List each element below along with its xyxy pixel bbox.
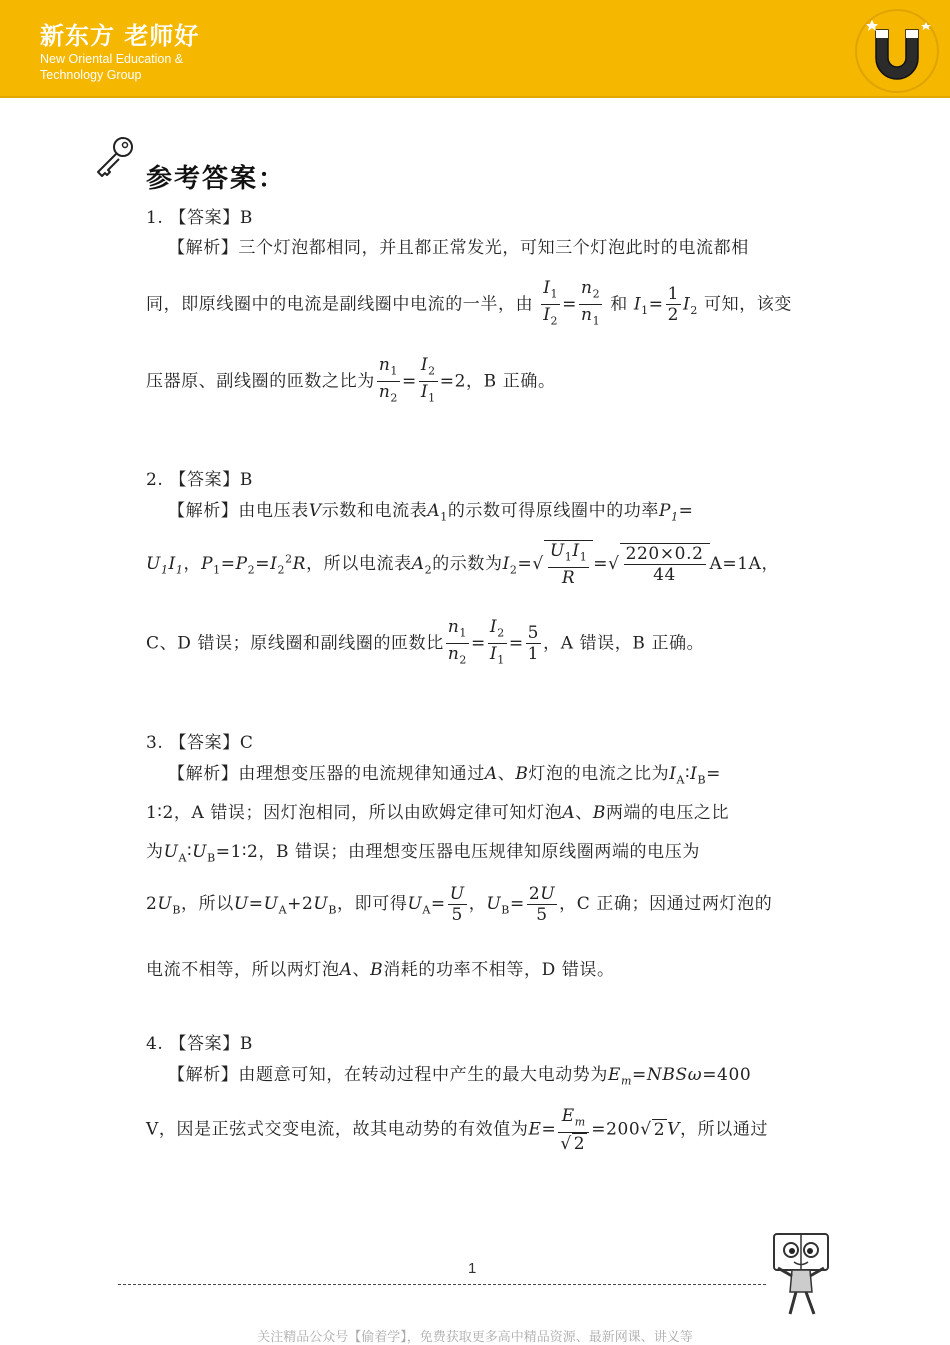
q1-line-3: 压器原、副线圈的匝数之比为 $\frac{n_1}{n_2}$ = $\frac{I_2}{I_1}$ =2，B 正确。 [146,355,556,405]
q4-line-2: V，因是正弦式交变电流，故其电动势的有效值为E= $\frac{E_m}{√ 2}$ =200√ 2 V，所以通过 [146,1106,769,1155]
footer-notice: 关注精品公众号【偷着学】，免费获取更多高中精品资源、最新网课、讲义等 [257,1330,693,1345]
section-title: 参考答案： [146,164,287,194]
q4-answer: 4. 【答案】B [146,1034,253,1054]
reading-mascot-icon [766,1230,836,1318]
header-divider [0,96,950,98]
q3-answer: 3. 【答案】C [146,733,254,753]
q3-line-3: 为$U_A∶U_B=1∶2$，B 错误；由理想变压器电压规律知原线圈两端的电压为 [146,842,700,865]
q2-line-3: C、D 错误；原线圈和副线圈的匝数比 $\frac{n_1}{n_2}$ = $\frac{I_2}{I_1}$ = $\frac{5}{1}$ ，A 错误，B 正确。 [146,617,705,667]
q3-line-5: 电流不相等，所以两灯泡A、B消耗的功率不相等，D 错误。 [146,960,615,980]
q1-line-2: 同，即原线圈中的电流是副线圈中电流的一半，由 $\frac{I_1}{I_2}$ = $\frac{n_2}{n_1}$ 和 $I_1=$ $\frac{1}{2}$ $I_2$ 可知，该变 [146,278,792,328]
q2-line-1: 【解析】由电压表V示数和电流表$A_1$的示数可得原线圈中的功率$P_1=$ [168,501,694,524]
q3-line-1: 【解析】由理想变压器的电流规律知通过A、B灯泡的电流之比为$I_A∶I_B=$ [168,764,721,787]
q4-line-1: 【解析】由题意可知，在转动过程中产生的最大电动势为$E_m=NBS\omega=400$ [168,1065,752,1088]
brand-name-en: New Oriental Education & Technology Group [40,52,184,82]
q1-answer: 1. 【答案】B [146,208,253,228]
footer-divider [118,1284,766,1285]
brand-name-cn: 新东方 老师好 [40,22,200,50]
magnet-u-logo-icon [854,8,940,94]
q2-answer: 2. 【答案】B [146,470,253,490]
q1-line-1: 【解析】三个灯泡都相同，并且都正常发光，可知三个灯泡此时的电流都相 [168,238,749,258]
q3-line-4: $2U_B$，所以$U=U_A+2U_B$，即可得$U_A=$ $\frac{U}{5}$ ，$U_B=$ $\frac{2U}{5}$ ，C 正确；因通过两灯泡的 [146,884,773,925]
page-number: 1 [468,1260,477,1277]
q3-line-2: 1∶2，A 错误；因灯泡相同，所以由欧姆定律可知灯泡A、B两端的电压之比 [146,803,730,823]
key-icon [92,134,136,182]
q2-line-2: $U_1I_1$，$P_1=P_2=I_2^2R$，所以电流表$A_2$的示数为$I_2=√$ $\frac{U_1I_1}{R}$ =√ $\frac{220\times 0.2}{44}$ A=1A， [146,541,780,589]
